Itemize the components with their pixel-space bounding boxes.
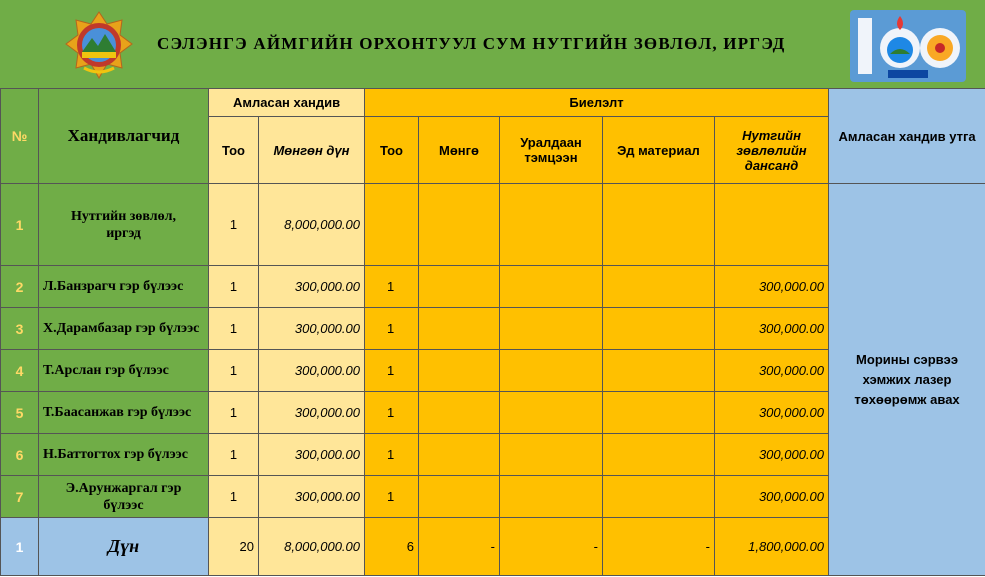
total-fulfilled-account: 1,800,000.00 (715, 518, 829, 576)
row-fulfilled-material (603, 434, 715, 476)
row-pledged-count: 1 (209, 392, 259, 434)
row-fulfilled-contest (500, 350, 603, 392)
row-fulfilled-count: 1 (365, 392, 419, 434)
row-pledged-amount: 300,000.00 (259, 434, 365, 476)
row-donor-name: Т.Арслан гэр бүлээс (39, 350, 209, 392)
total-fulfilled-money: - (419, 518, 500, 576)
row-pledged-count: 1 (209, 350, 259, 392)
row-fulfilled-account: 300,000.00 (715, 350, 829, 392)
row-fulfilled-account (715, 184, 829, 266)
row-no: 3 (1, 308, 39, 350)
row-fulfilled-material (603, 476, 715, 518)
row-pledged-count: 1 (209, 184, 259, 266)
row-fulfilled-money (419, 184, 500, 266)
row-fulfilled-money (419, 392, 500, 434)
row-no: 2 (1, 266, 39, 308)
row-pledged-count: 1 (209, 476, 259, 518)
total-fulfilled-contest: - (500, 518, 603, 576)
row-no: 5 (1, 392, 39, 434)
total-label: Дүн (39, 518, 209, 576)
row-fulfilled-count: 1 (365, 266, 419, 308)
subheader-fulfilled-material: Эд материал (603, 117, 715, 184)
row-fulfilled-money (419, 434, 500, 476)
row-fulfilled-material (603, 350, 715, 392)
row-fulfilled-count: 1 (365, 308, 419, 350)
donation-table (0, 88, 985, 576)
row-fulfilled-money (419, 266, 500, 308)
header-purpose: Амласан хандив утга (829, 89, 985, 184)
header-pledged: Амласан хандив (209, 89, 365, 117)
header-fulfilled: Биелэлт (365, 89, 829, 117)
subheader-fulfilled-account: Нутгийн зөвлөлийн дансанд (715, 117, 829, 184)
row-fulfilled-account: 300,000.00 (715, 392, 829, 434)
soum-emblem-icon (64, 10, 134, 82)
row-pledged-count: 1 (209, 266, 259, 308)
row-fulfilled-count: 1 (365, 350, 419, 392)
row-fulfilled-contest (500, 266, 603, 308)
row-no: 1 (1, 184, 39, 266)
header-no: № (1, 89, 39, 184)
row-fulfilled-account: 300,000.00 (715, 266, 829, 308)
row-fulfilled-material (603, 266, 715, 308)
row-fulfilled-contest (500, 434, 603, 476)
total-fulfilled-material: - (603, 518, 715, 576)
subheader-fulfilled-count: Тоо (365, 117, 419, 184)
row-no: 7 (1, 476, 39, 518)
row-pledged-amount: 300,000.00 (259, 308, 365, 350)
row-fulfilled-material (603, 308, 715, 350)
row-fulfilled-money (419, 476, 500, 518)
row-donor-name: Л.Банзрагч гэр бүлээс (39, 266, 209, 308)
row-donor-name: Т.Баасанжав гэр бүлээс (39, 392, 209, 434)
row-fulfilled-money (419, 350, 500, 392)
row-fulfilled-material (603, 392, 715, 434)
total-no: 1 (1, 518, 39, 576)
row-fulfilled-account: 300,000.00 (715, 476, 829, 518)
row-pledged-amount: 300,000.00 (259, 266, 365, 308)
subheader-fulfilled-contest: Уралдаан тэмцээн (500, 117, 603, 184)
row-no: 4 (1, 350, 39, 392)
row-pledged-count: 1 (209, 308, 259, 350)
page-title: СЭЛЭНГЭ АЙМГИЙН ОРХОНТУУЛ СУМ НУТГИЙН ЗӨВЛӨЛ, ИРГЭД (157, 34, 786, 53)
subheader-fulfilled-money: Мөнгө (419, 117, 500, 184)
row-fulfilled-count: 1 (365, 476, 419, 518)
total-pledged-amount: 8,000,000.00 (259, 518, 365, 576)
row-no: 6 (1, 434, 39, 476)
row-fulfilled-material (603, 184, 715, 266)
row-pledged-amount: 300,000.00 (259, 350, 365, 392)
row-fulfilled-contest (500, 184, 603, 266)
table-row (1, 184, 985, 266)
row-pledged-amount: 300,000.00 (259, 476, 365, 518)
row-fulfilled-contest (500, 476, 603, 518)
row-donor-name: Н.Баттогтох гэр бүлээс (39, 434, 209, 476)
subheader-pledged-amount: Мөнгөн дүн (259, 117, 365, 184)
row-pledged-count: 1 (209, 434, 259, 476)
centennial-100-logo-icon (848, 8, 968, 84)
row-donor-name: Х.Дарамбазар гэр бүлээс (39, 308, 209, 350)
row-donor-name: Нутгийн зөвлөл, иргэд (39, 184, 209, 266)
purpose-text: Морины сэрвээ хэмжих лазер төхөөрөмж авах (829, 184, 985, 576)
row-donor-name: Э.Арунжаргал гэр бүлээс (39, 476, 209, 518)
row-fulfilled-count: 1 (365, 434, 419, 476)
row-pledged-amount: 300,000.00 (259, 392, 365, 434)
row-fulfilled-count (365, 184, 419, 266)
header-donors: Хандивлагчид (39, 89, 209, 184)
row-fulfilled-contest (500, 308, 603, 350)
total-fulfilled-count: 6 (365, 518, 419, 576)
subheader-pledged-count: Тоо (209, 117, 259, 184)
row-pledged-amount: 8,000,000.00 (259, 184, 365, 266)
total-pledged-count: 20 (209, 518, 259, 576)
row-fulfilled-contest (500, 392, 603, 434)
row-fulfilled-account: 300,000.00 (715, 308, 829, 350)
row-fulfilled-money (419, 308, 500, 350)
row-fulfilled-account: 300,000.00 (715, 434, 829, 476)
header-banner (0, 0, 985, 89)
